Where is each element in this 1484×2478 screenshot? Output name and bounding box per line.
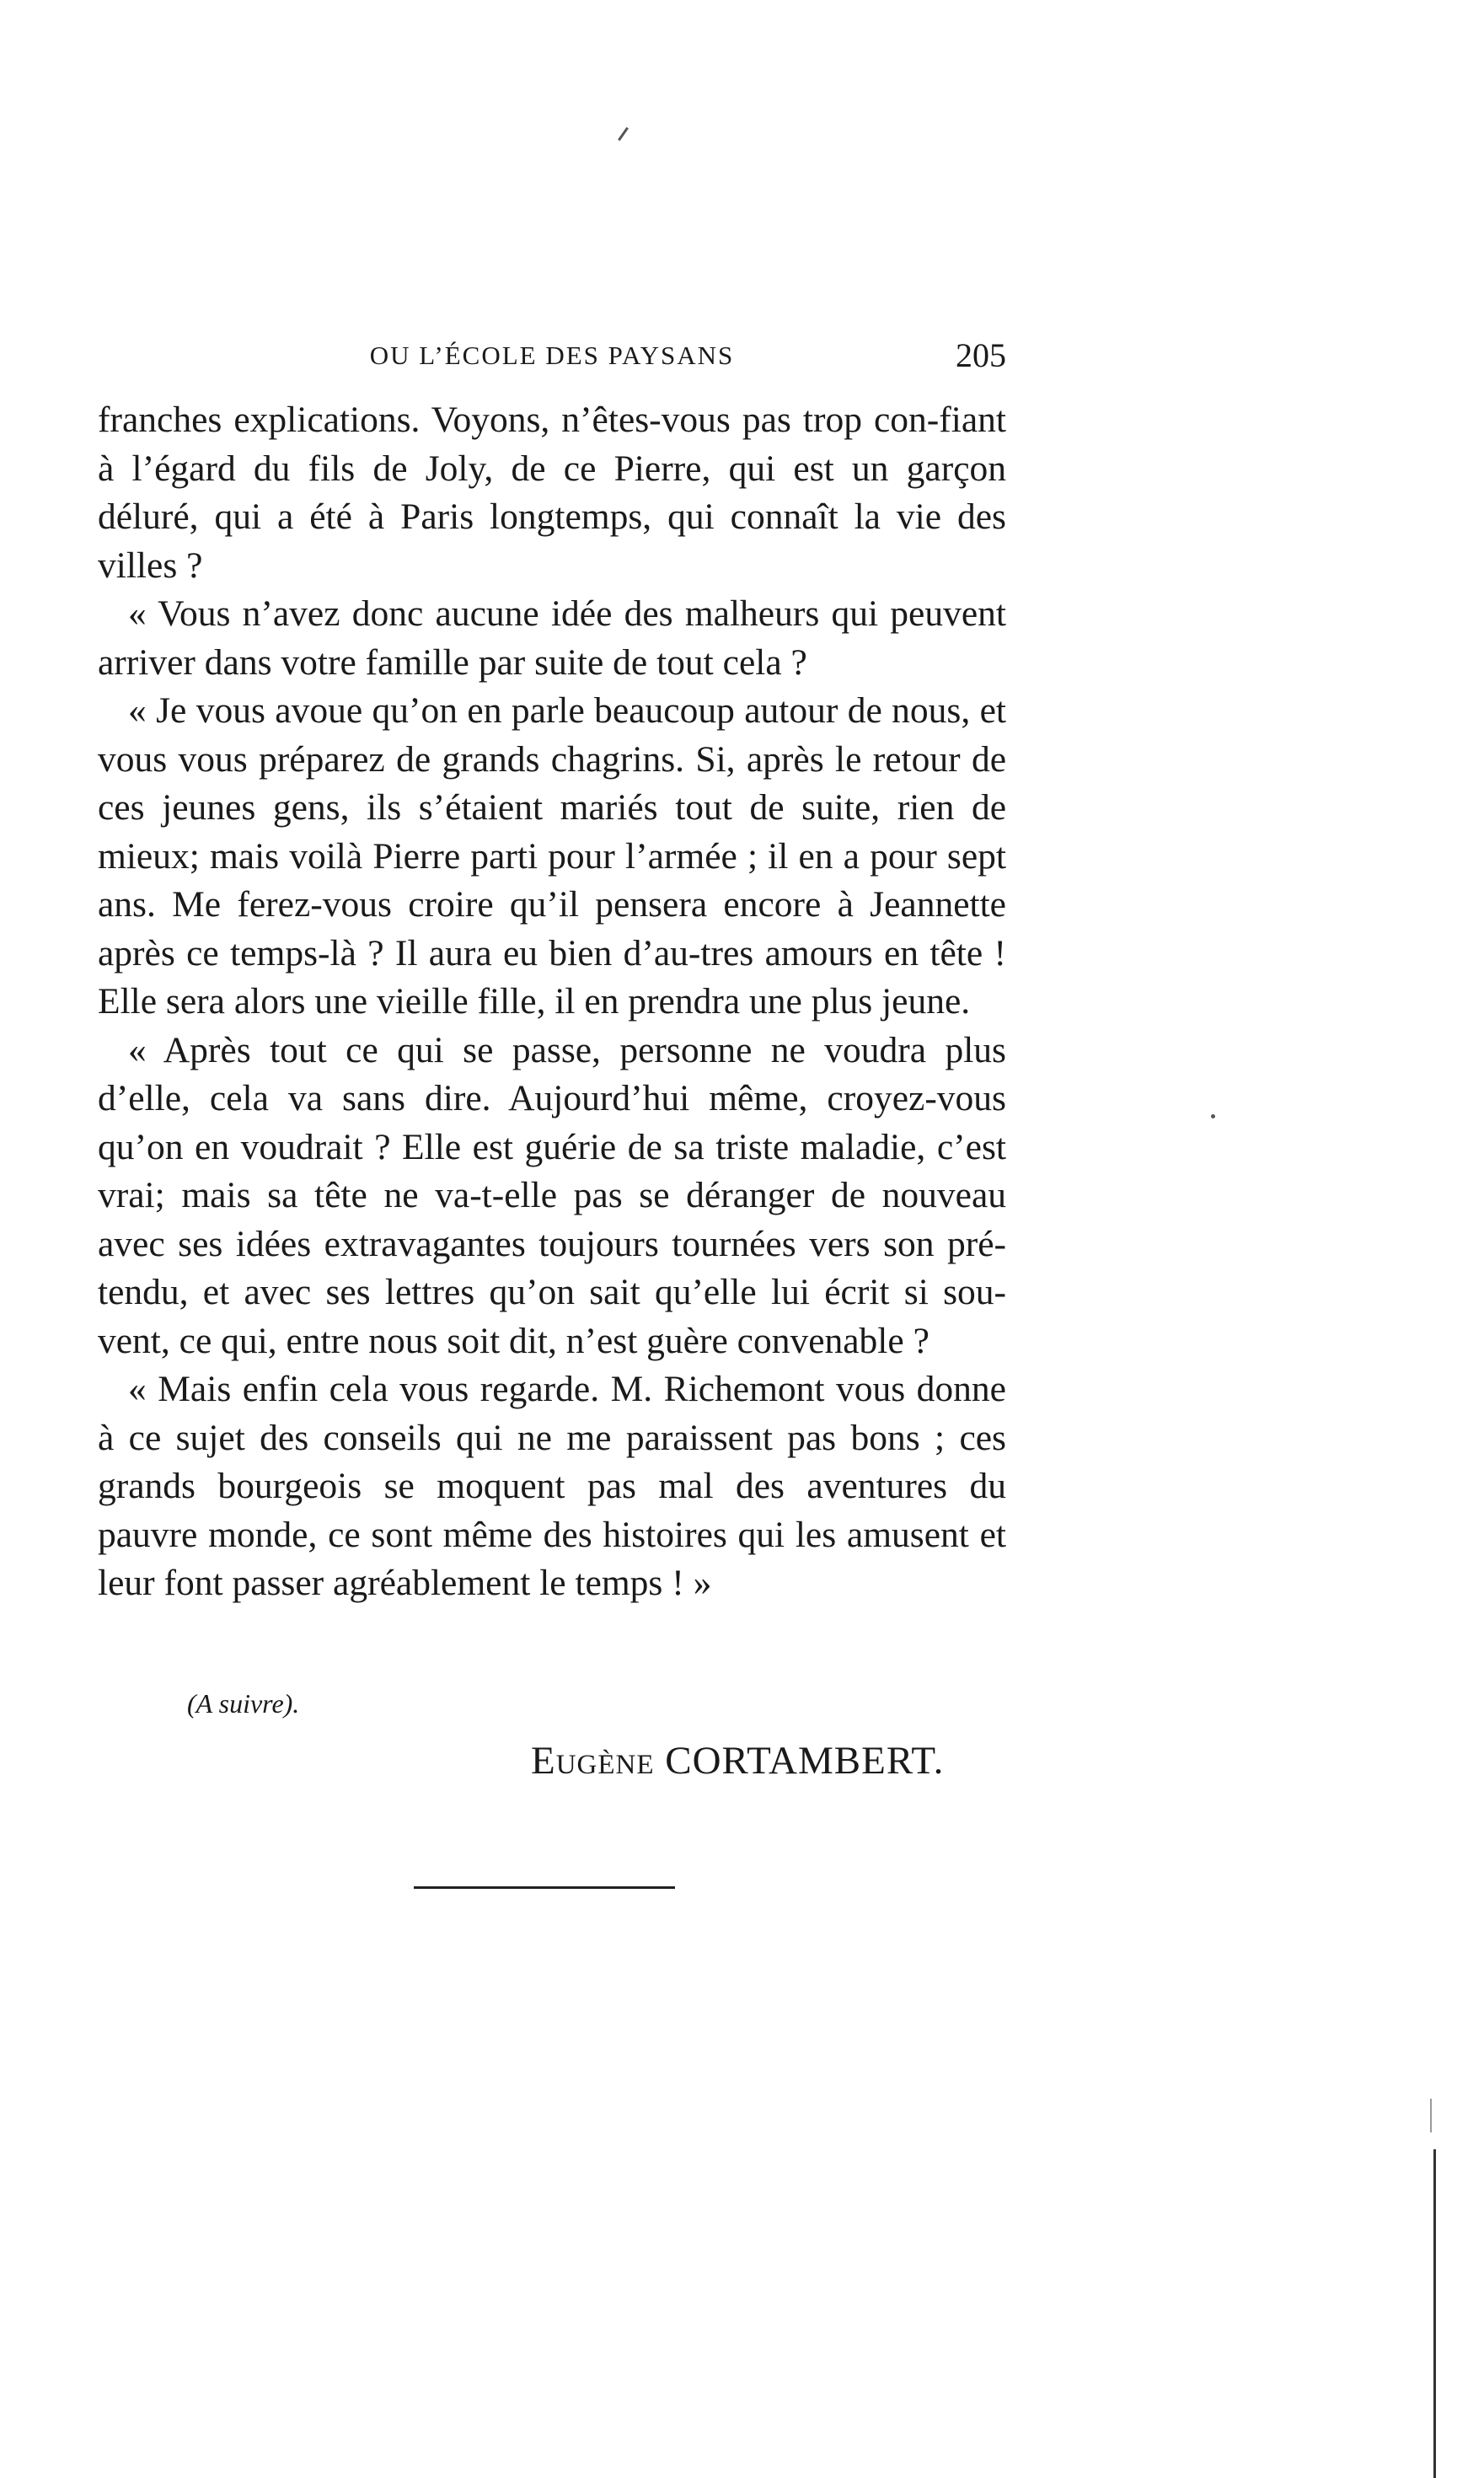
scan-edge-mark [1430,2099,1432,2132]
paragraph-1: franches explications. Voyons, n’êtes-vous pas trop con-fiant à l’égard du fils de Joly, de ce Pierre, qui est un garçon déluré, qui a été à Paris longtemps, qui connaît la vie des villes ? [98,400,1006,586]
paragraph-4: « Après tout ce qui se passe, personne ne voudra plus d’elle, cela va sans dire. Aujourd’hui même, croyez-vous qu’on en voudrait ? Elle est guérie de sa triste maladie, c’est vrai; mais sa tête ne va-t-elle pas se déranger de nouveau avec ses idées extravagantes toujours tournées vers son pré-tendu, et avec ses lettres qu’on sait qu’elle lui écrit si sou-vent, ce qui, entre nous soit dit, n’est guère convenable ? [98,1029,1006,1361]
author-signature: Eugène CORTAMBERT. [531,1739,945,1783]
continued-note: (A suivre). [187,1688,300,1719]
paragraph-2: « Vous n’avez donc aucune idée des malheurs qui peuvent arriver dans votre famille par suite de tout cela ? [98,593,1006,683]
scan-edge-mark [1433,2149,1436,2478]
page-number: 205 [956,336,1006,374]
paragraph-5: « Mais enfin cela vous regarde. M. Richemont vous donne à ce sujet des conseils qui ne me paraissent pas bons ; ces grands bourgeois se moquent pas mal des aventures du pauvre monde, ce sont même des histoires qui les amusent et leur font passer agréablement le temps ! » [98,1369,1006,1603]
running-header [98,335,1006,386]
paragraph-3: « Je vous avoue qu’on en parle beaucoup autour de nous, et vous vous préparez de grands chagrins. Si, après le retour de ces jeunes gens, ils s’étaient mariés tout de suite, rien de mieux; mais voilà Pierre parti pour l’armée ; il en a pour sept ans. Me ferez-vous croire qu’il pensera encore à Jeannette après ce temps-là ? Il aura eu bien d’au-tres amours en tête ! Elle sera alors une vieille fille, il en prendra une plus jeune. [98,690,1006,1022]
running-title: OU L’ÉCOLE DES PAYSANS [369,341,735,370]
end-rule-divider [414,1886,675,1889]
body-text [98,396,1006,1608]
ink-speck [1211,1114,1215,1118]
ink-speck [618,127,629,141]
